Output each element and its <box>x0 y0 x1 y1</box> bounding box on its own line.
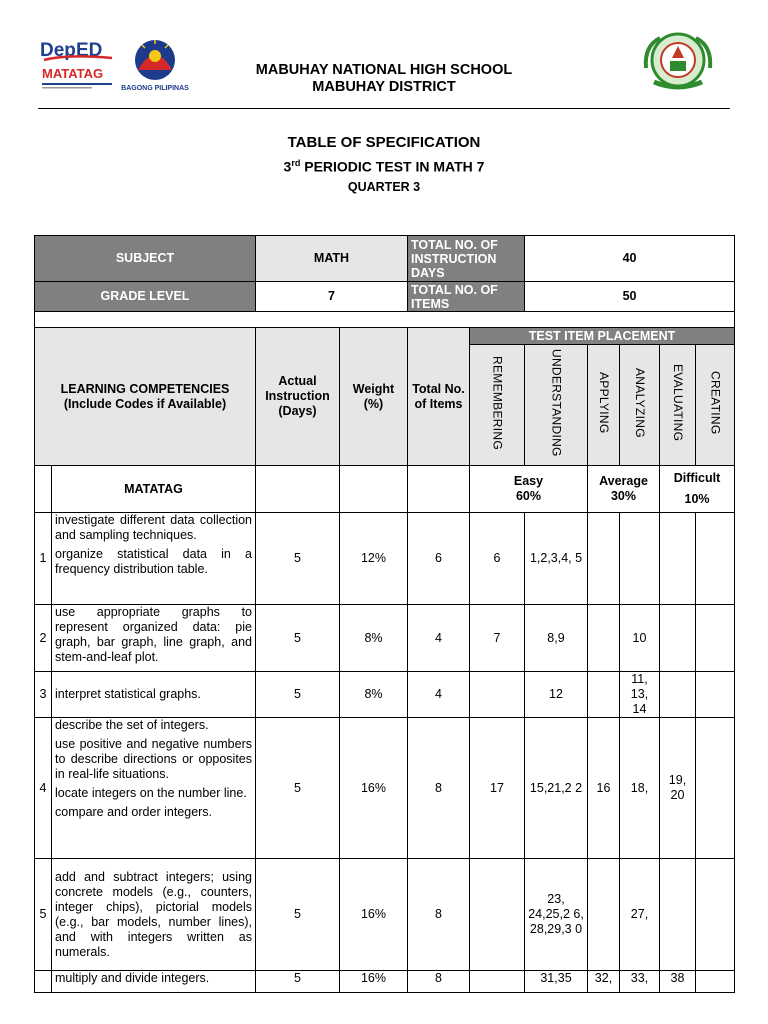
total-items-value: 50 <box>525 282 735 312</box>
applying-cell <box>588 672 620 718</box>
days-cell: 5 <box>256 513 340 605</box>
analyzing-cell: 10 <box>620 605 660 672</box>
creating-cell <box>696 513 735 605</box>
weight-cell: 8% <box>340 605 408 672</box>
competency-cell: interpret statistical graphs. <box>52 672 256 718</box>
difficult-band: Difficult 10% <box>660 466 735 513</box>
evaluating-cell <box>660 513 696 605</box>
title-line1: TABLE OF SPECIFICATION <box>287 134 481 151</box>
days-cell: 5 <box>256 672 340 718</box>
evaluating-cell: 38 <box>660 971 696 993</box>
document-title <box>0 134 768 196</box>
creating-cell <box>696 859 735 971</box>
analyzing-cell: 11, 13, 14 <box>620 672 660 718</box>
school-name: MABUHAY NATIONAL HIGH SCHOOL <box>255 62 513 78</box>
creating-cell <box>696 718 735 859</box>
competency-cell: multiply and divide integers. <box>52 971 256 993</box>
school-header <box>0 62 768 96</box>
competency-cell: use appropriate graphs to represent organized data: pie graph, bar graph, line graph, and stem-and-leaf plot. <box>52 605 256 672</box>
applying-cell <box>588 513 620 605</box>
svg-text:BAGONG PILIPINAS: BAGONG PILIPINAS <box>121 85 189 92</box>
evaluating-cell: 19, 20 <box>660 718 696 859</box>
grade-level-label: GRADE LEVEL <box>35 282 256 312</box>
items-cell: 4 <box>408 605 470 672</box>
total-items-header: Total No. of Items <box>408 328 470 466</box>
analyzing-cell: 33, <box>620 971 660 993</box>
applying-cell <box>588 859 620 971</box>
understanding-cell: 15,21,2 2 <box>525 718 588 859</box>
items-cell: 6 <box>408 513 470 605</box>
items-cell: 8 <box>408 859 470 971</box>
school-district: MABUHAY DISTRICT <box>312 79 456 95</box>
analyzing-header: ANALYZING <box>620 345 660 466</box>
days-cell: 5 <box>256 859 340 971</box>
remembering-cell <box>470 859 525 971</box>
grade-level-value: 7 <box>256 282 408 312</box>
evaluating-cell <box>660 672 696 718</box>
analyzing-cell <box>620 513 660 605</box>
understanding-cell: 1,2,3,4, 5 <box>525 513 588 605</box>
section-number-cell <box>35 466 52 513</box>
remembering-cell <box>470 971 525 993</box>
spacer-row <box>35 312 735 328</box>
subject-value: MATH <box>256 236 408 282</box>
weight-cell: 16% <box>340 971 408 993</box>
row-number: 2 <box>35 605 52 672</box>
creating-cell <box>696 672 735 718</box>
table-row <box>35 672 735 718</box>
row-number <box>35 971 52 993</box>
section-label: MATATAG <box>52 466 256 513</box>
days-cell: 5 <box>256 718 340 859</box>
analyzing-cell: 27, <box>620 859 660 971</box>
understanding-cell: 8,9 <box>525 605 588 672</box>
title-line2: 3rd PERIODIC TEST IN MATH 7 <box>283 158 485 175</box>
actual-days-header: Actual Instruction (Days) <box>256 328 340 466</box>
days-cell: 5 <box>256 971 340 993</box>
row-number: 1 <box>35 513 52 605</box>
title-line3: QUARTER 3 <box>347 179 421 194</box>
creating-cell <box>696 971 735 993</box>
remembering-header: REMEMBERING <box>470 345 525 466</box>
weight-header: Weight (%) <box>340 328 408 466</box>
placement-header: TEST ITEM PLACEMENT <box>470 328 735 345</box>
weight-cell: 12% <box>340 513 408 605</box>
remembering-cell: 7 <box>470 605 525 672</box>
row-number: 4 <box>35 718 52 859</box>
evaluating-header: EVALUATING <box>660 345 696 466</box>
average-band: Average 30% <box>588 466 660 513</box>
blank-cell <box>340 466 408 513</box>
understanding-cell: 12 <box>525 672 588 718</box>
weight-cell: 16% <box>340 859 408 971</box>
row-number: 5 <box>35 859 52 971</box>
applying-header: APPLYING <box>588 345 620 466</box>
analyzing-cell: 18, <box>620 718 660 859</box>
creating-header: CREATING <box>696 345 735 466</box>
understanding-header: UNDERSTANDING <box>525 345 588 466</box>
blank-cell <box>256 466 340 513</box>
remembering-cell: 17 <box>470 718 525 859</box>
table-row <box>35 513 735 605</box>
weight-cell: 8% <box>340 672 408 718</box>
row-number: 3 <box>35 672 52 718</box>
competencies-header: LEARNING COMPETENCIES (Include Codes if Available) <box>35 328 256 466</box>
understanding-cell: 23, 24,25,2 6, 28,29,3 0 <box>525 859 588 971</box>
blank-cell <box>408 466 470 513</box>
header-divider <box>38 108 730 109</box>
remembering-cell: 6 <box>470 513 525 605</box>
items-cell: 8 <box>408 718 470 859</box>
subject-label: SUBJECT <box>35 236 256 282</box>
applying-cell: 16 <box>588 718 620 859</box>
understanding-cell: 31,35 <box>525 971 588 993</box>
table-row <box>35 605 735 672</box>
table-row <box>35 718 735 859</box>
easy-band: Easy 60% <box>470 466 588 513</box>
creating-cell <box>696 605 735 672</box>
evaluating-cell <box>660 859 696 971</box>
remembering-cell <box>470 672 525 718</box>
competency-cell: add and subtract integers; using concrete models (e.g., counters, integer chips), pictorial models (e.g., bar models, number lines), and with integers written as numerals. <box>52 859 256 971</box>
specification-table <box>34 235 735 993</box>
svg-text:MATATAG: MATATAG <box>42 66 104 81</box>
instruction-days-label: TOTAL NO. OF INSTRUCTION DAYS <box>408 236 525 282</box>
table-row <box>35 859 735 971</box>
instruction-days-value: 40 <box>525 236 735 282</box>
days-cell: 5 <box>256 605 340 672</box>
competency-cell: describe the set of integers. use positive and negative numbers to describe directions or opposites in real-life situations. locate integers on the number line. compare and order integers. <box>52 718 256 859</box>
competency-cell: investigate different data collection and sampling techniques. organize statistical data in a frequency distribution table. <box>52 513 256 605</box>
svg-text:ED: ED <box>76 40 103 61</box>
items-cell: 4 <box>408 672 470 718</box>
evaluating-cell <box>660 605 696 672</box>
weight-cell: 16% <box>340 718 408 859</box>
items-cell: 8 <box>408 971 470 993</box>
applying-cell <box>588 605 620 672</box>
svg-text:Dep: Dep <box>40 40 76 61</box>
total-items-label: TOTAL NO. OF ITEMS <box>408 282 525 312</box>
table-row <box>35 971 735 993</box>
applying-cell: 32, <box>588 971 620 993</box>
